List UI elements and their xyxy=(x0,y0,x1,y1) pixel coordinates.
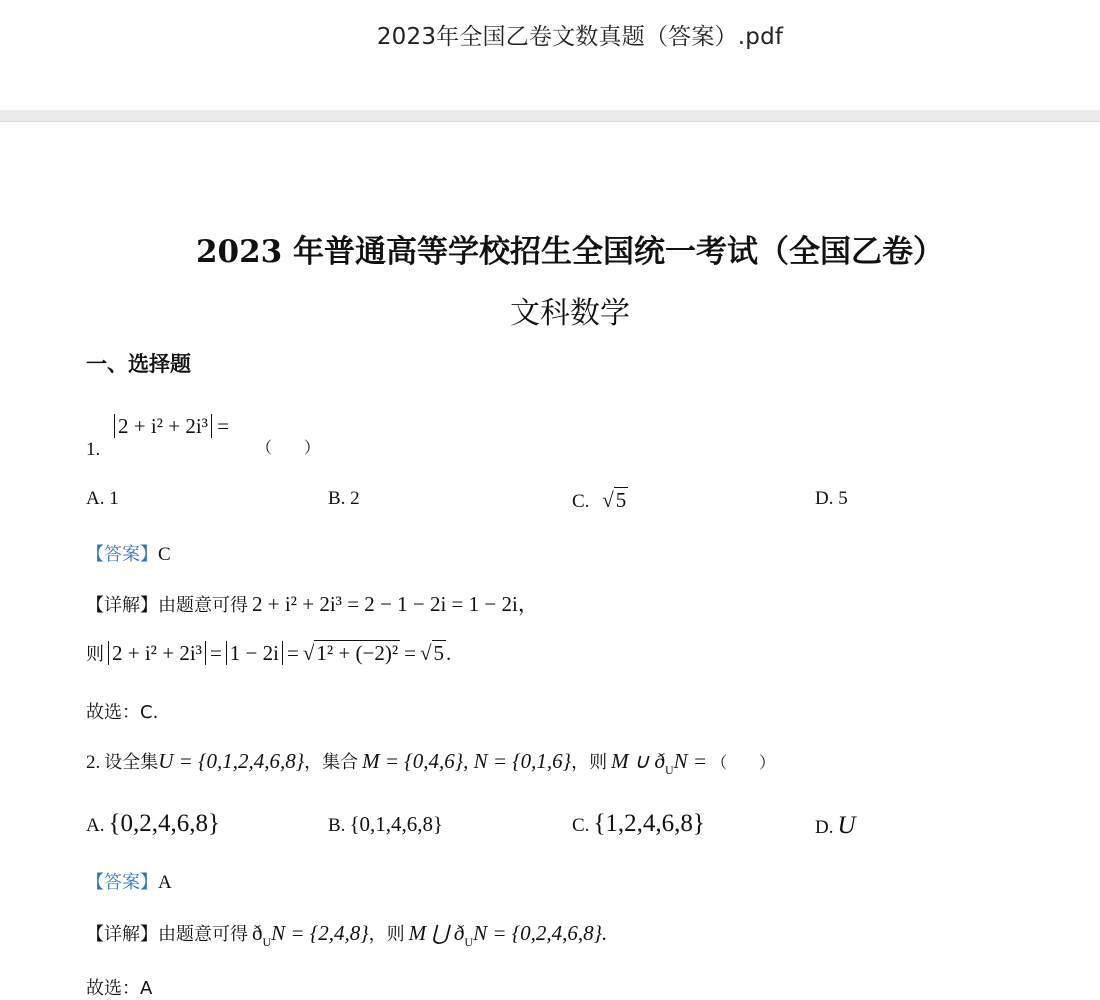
q2-conclusion: 故选：A xyxy=(86,978,153,999)
q1-option-a: A. 1 xyxy=(86,488,119,509)
q2-set-u: U = {0,1,2,4,6,8} xyxy=(158,749,305,773)
q1-answer-label: 【答案】 xyxy=(86,544,158,565)
toolbar-divider xyxy=(0,110,1100,122)
q2-explain-label: 【详解】 xyxy=(86,924,158,945)
q1-explanation xyxy=(86,588,539,618)
q2-set-mn: M = {0,4,6}, N = {0,1,6} xyxy=(362,749,572,773)
q2-option-d-value: U xyxy=(837,812,856,839)
q1-conclusion: 故选：C. xyxy=(86,702,159,723)
q2-answer xyxy=(86,868,172,894)
q1-number: 1. xyxy=(86,439,101,460)
pdf-page[interactable] xyxy=(0,122,1100,999)
q2-option-c: C. {1,2,4,6,8} xyxy=(572,810,705,837)
q1-blank: （ ） xyxy=(256,438,321,457)
q2-text-c: ，则 xyxy=(571,752,608,773)
q1-line2-sqrt: √1² + (−2)² xyxy=(302,641,399,665)
q2-text-b: ，集合 xyxy=(304,752,359,773)
exam-subheading: 文科数学 xyxy=(510,296,630,331)
q1-line2-abs-b: 1 − 2i xyxy=(226,641,283,665)
document-title: 2023年全国乙卷文数真题（答案）.pdf xyxy=(376,24,784,50)
q1-answer-value: C xyxy=(158,544,171,565)
q2-answer-label: 【答案】 xyxy=(86,872,158,893)
q1-explain-label: 【详解】 xyxy=(86,595,158,616)
q2-option-c-value: {1,2,4,6,8} xyxy=(593,810,705,837)
q1-option-b: B. 2 xyxy=(328,488,360,509)
q2-explain-expr-a: N = {2,4,8} xyxy=(271,921,369,945)
q2-option-a-value: {0,2,4,6,8} xyxy=(108,810,220,837)
q1-explain-expr: 2 + i² + 2i³ = 2 − 1 − 2i = 1 − 2i， xyxy=(252,592,539,616)
q2-explanation: 【详解】由题意可得 $ð_UN = \{2,4,8\}$，则 M ⋃ $ð_UN = \{0,2,4,6,8\}$. xyxy=(86,921,608,949)
q2-explain-expr-b: N = {0,2,4,6,8}. xyxy=(473,921,608,945)
q2-stem: 2. 设全集U = {0,1,2,4,6,8}，集合 M = {0,4,6}, N = {0,1,6}，则 M ∪ $ð_UN$ = （ ） xyxy=(86,749,776,777)
q1-option-c xyxy=(572,488,628,513)
q2-answer-value: A xyxy=(158,872,172,893)
section-heading: 一、选择题 xyxy=(86,352,191,376)
q2-option-a: A. {0,2,4,6,8} xyxy=(86,810,220,837)
q2-option-d: D. U xyxy=(815,812,856,839)
q1-line2-abs-a: 2 + i² + 2i³ xyxy=(108,641,206,665)
q1-explanation-line2: 则 2 + i² + 2i³ = 1 − 2i = √1² + (−2)² = √5. xyxy=(86,641,452,665)
q1-line2-prefix: 则 xyxy=(86,644,104,665)
q2-text-a: 设全集 xyxy=(104,752,159,773)
q1-explain-text: 由题意可得 xyxy=(158,595,248,616)
q1-option-c-radicand: 5 xyxy=(615,488,627,512)
q2-number: 2. xyxy=(86,752,101,773)
q1-option-c-label: C. xyxy=(572,491,590,512)
q1-option-d: D. 5 xyxy=(815,488,848,509)
q1-option-c-sqrt: √5 xyxy=(602,488,627,512)
title-bar xyxy=(0,0,1100,110)
exam-heading: 2023 年普通高等学校招生全国统一考试（全国乙卷） xyxy=(195,234,945,270)
q1-line2-result: √5 xyxy=(419,641,444,665)
q2-blank: （ ） xyxy=(711,753,776,772)
q2-option-b: B. {0,1,4,6,8} xyxy=(328,812,444,836)
q2-option-b-value: {0,1,4,6,8} xyxy=(349,812,444,836)
q1-answer xyxy=(86,540,171,566)
q2-explain-text: 由题意可得 xyxy=(158,924,248,945)
q2-expr: M ∪ ð xyxy=(611,749,665,773)
q1-abs-expr: 2 + i² + 2i³ xyxy=(114,414,212,438)
q1-expression: 2 + i² + 2i³ = xyxy=(114,414,229,439)
